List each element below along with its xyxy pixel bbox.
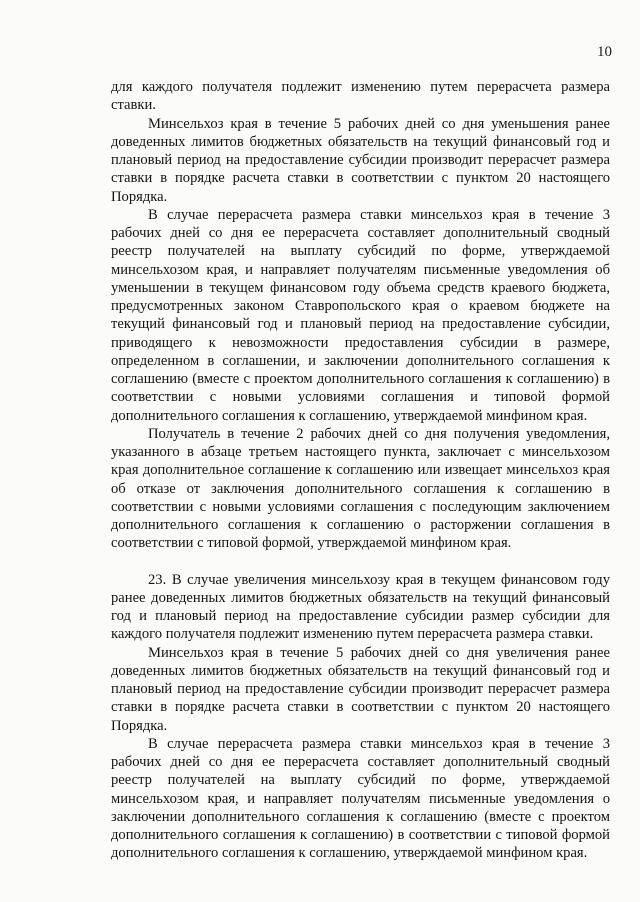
paragraph-registry-increase: В случае перерасчета размера ставки минсельхоз края в течение 3 рабочих дней со дня ее перерасчета составляет дополнительный сводный реестр получателей на выплату субсидий по форме, утверждаемой минсельхозом края, и направляет получателям письменные уведомления о заключении дополнительного соглашения к соглашению (вместе с проектом дополнительного соглашения к соглашению) в соответствии с типовой формой дополнительного соглашения к соглашению, утверждаемой минфином края. — [111, 735, 610, 862]
paragraph-continuation: для каждого получателя подлежит изменению путем перерасчета размера ставки. — [111, 79, 610, 114]
paragraph-recipient-response: Получатель в течение 2 рабочих дней со дня получения уведомления, указанного в абзаце третьем настоящего пункта, заключает с минсельхозом края дополнительное соглашение к соглашению или извещает минсельхоз края об отказе от заключения дополнительного соглашения к соглашению в соответствии с новыми условиями соглашения с последующим заключением дополнительного соглашения к соглашению о расторжении соглашения в соответствии с типовой формой, утверждаемой минфином края. — [111, 425, 610, 552]
paragraph-recalculation-decrease: Минсельхоз края в течение 5 рабочих дней со дня уменьшения ранее доведенных лимитов бюджетных обязательств на текущий финансовый год и плановый период на предоставление субсидии производит перерасчет размера ставки в порядке расчета ставки в соответствии с пунктом 20 настоящего Порядка. — [111, 115, 610, 205]
document-body — [111, 78, 610, 863]
paragraph-registry-decrease: В случае перерасчета размера ставки минсельхоз края в течение 3 рабочих дней со дня ее перерасчета составляет дополнительный сводный реестр получателей на выплату субсидий по форме, утверждаемой минсельхозом края, и направляет получателям письменные уведомления об уменьшении в текущем финансовом году объема средств краевого бюджета, предусмотренных законом Ставропольского края о краевом бюджете на текущий финансовый год и плановый период на предоставление субсидии, приводящего к невозможности предоставления субсидии в размере, определенном в соглашении, и заключении дополнительного соглашения к соглашению (вместе с проектом дополнительного соглашения к соглашению) в соответствии с новыми условиями соглашения и типовой формой дополнительного соглашения к соглашению, утверждаемой минфином края. — [111, 206, 610, 424]
paragraph-item-23: 23. В случае увеличения минсельхозу края в текущем финансовом году ранее доведенных лимитов бюджетных обязательств на текущий финансовый год и плановый период на предоставление субсидии размер субсидии для каждого получателя подлежит изменению путем перерасчета размера ставки. — [111, 571, 610, 643]
page-number: 10 — [597, 44, 612, 60]
paragraph-recalculation-increase: Минсельхоз края в течение 5 рабочих дней со дня увеличения ранее доведенных лимитов бюджетных обязательств на текущий финансовый год и плановый период на предоставление субсидии производит перерасчет размера ставки в порядке расчета ставки в соответствии с пунктом 20 настоящего Порядка. — [111, 644, 610, 734]
